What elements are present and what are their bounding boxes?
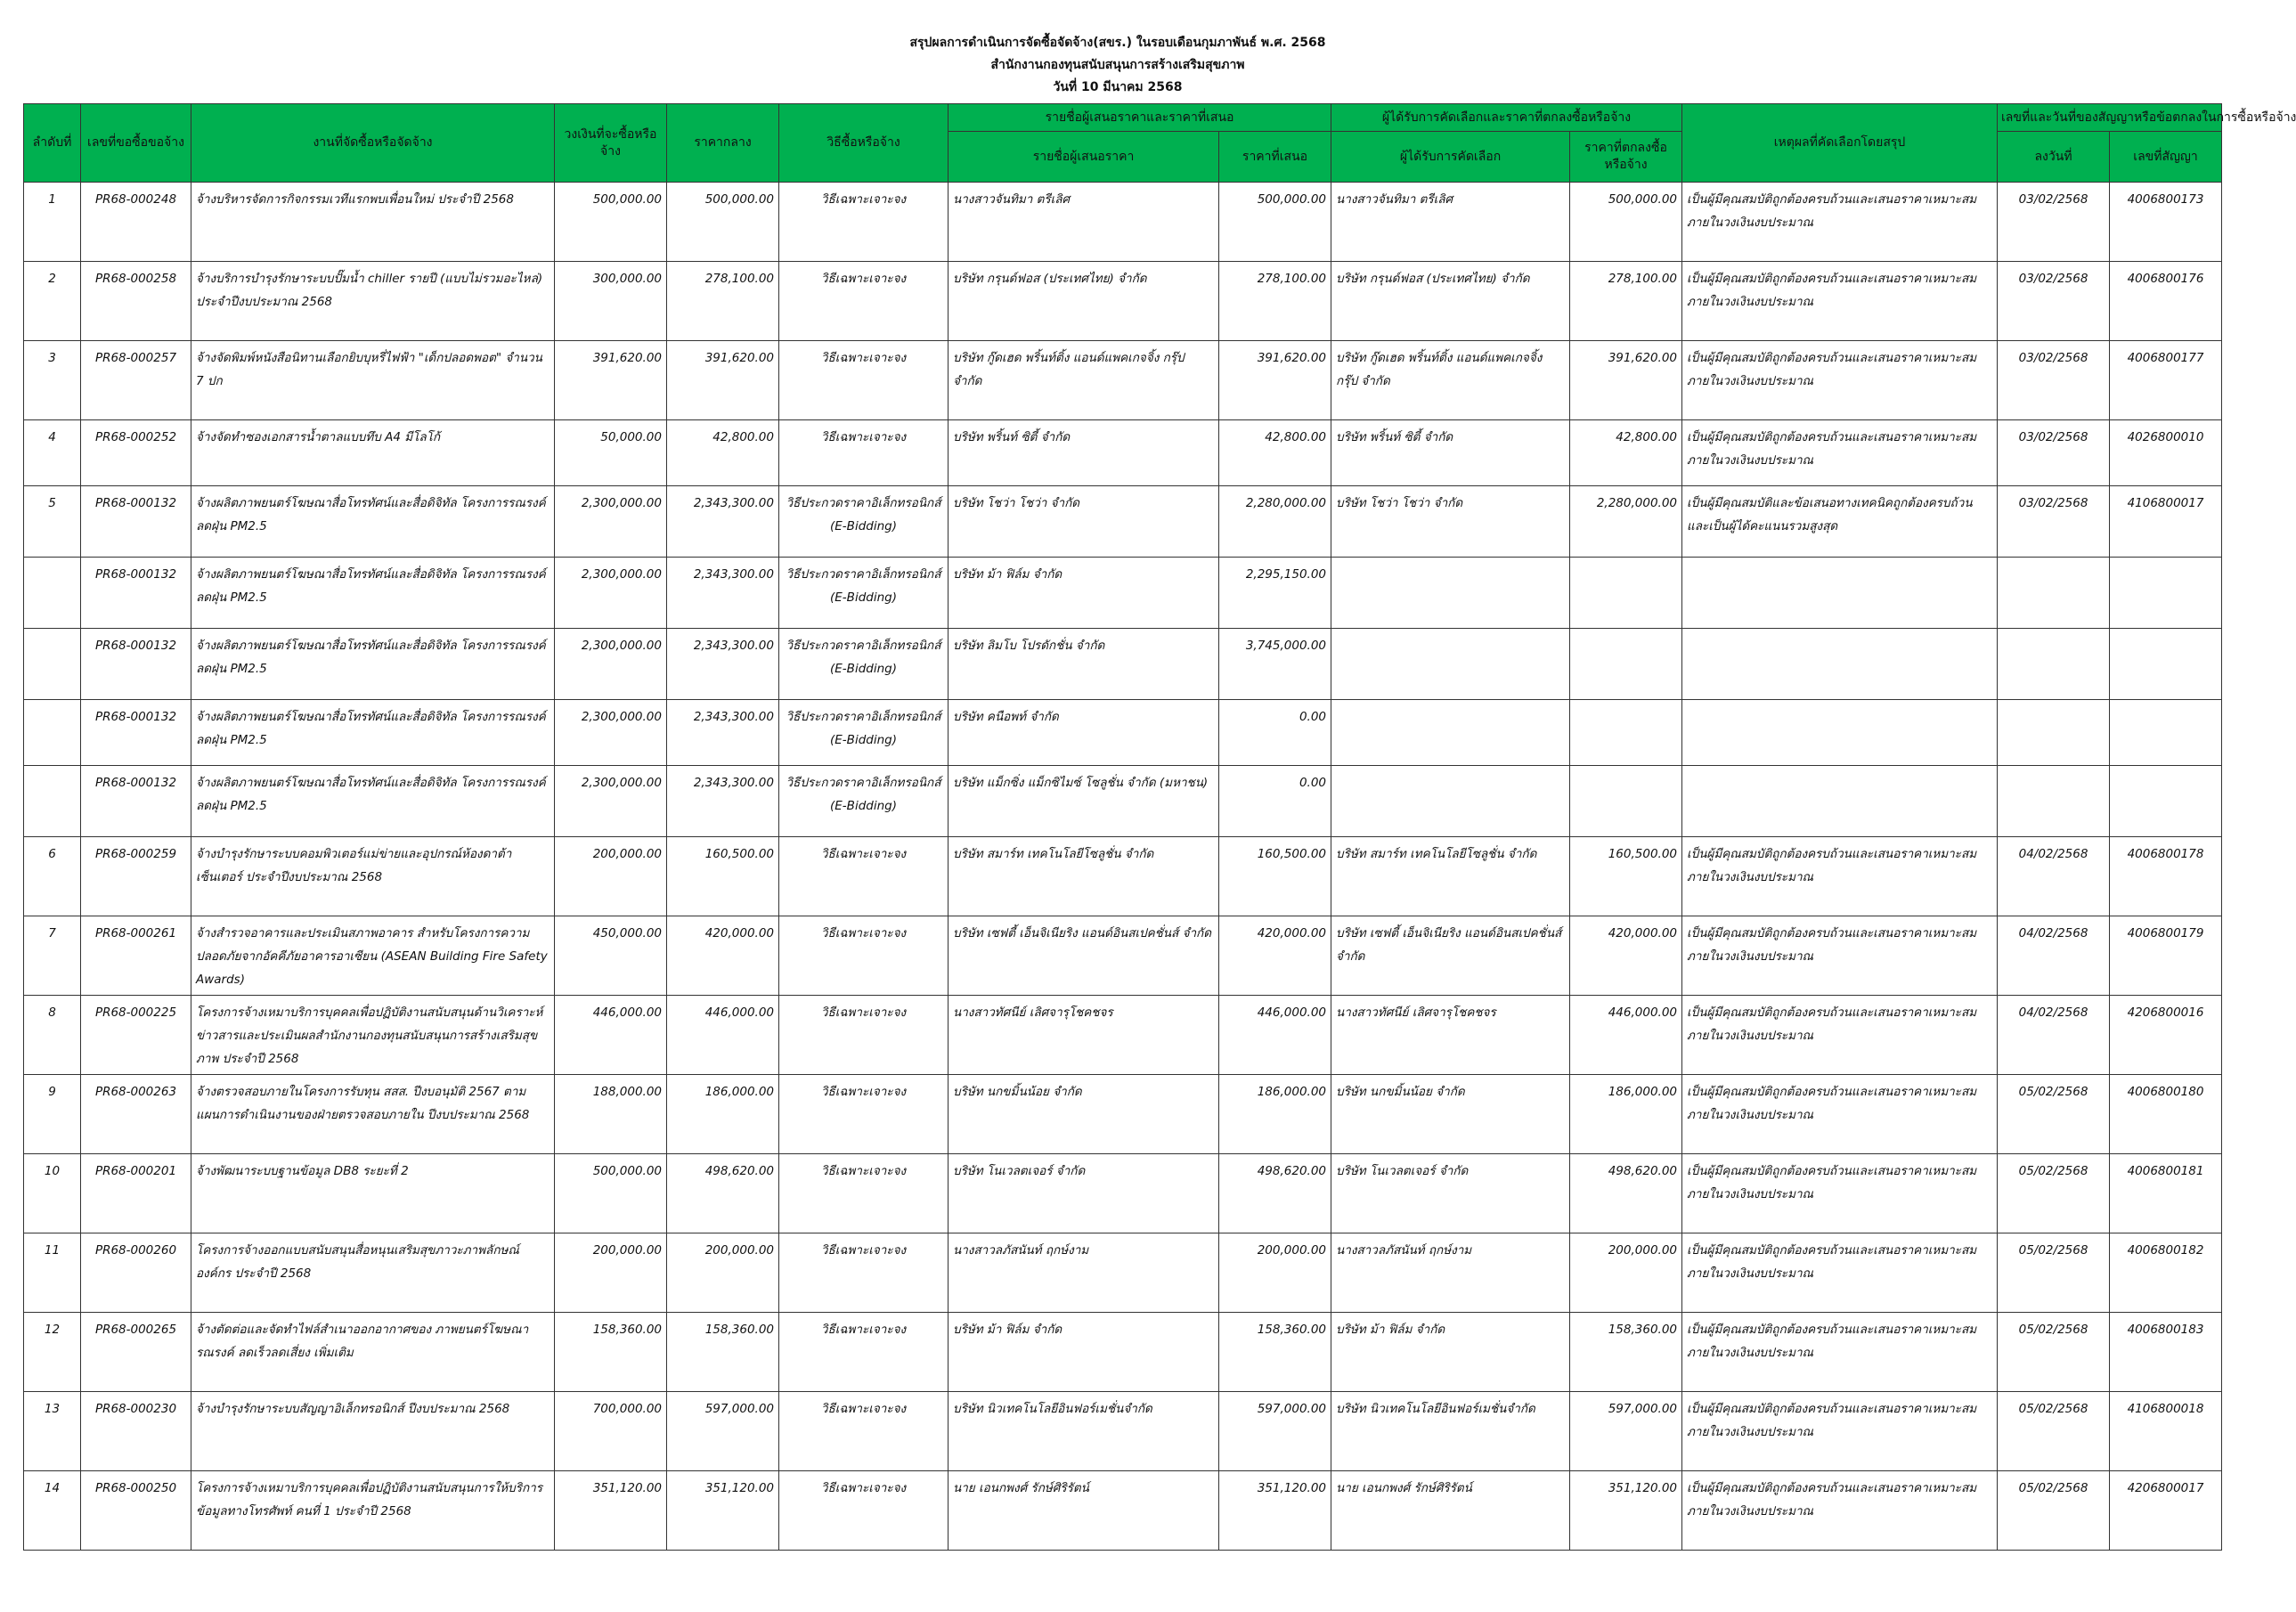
cell-selected-name: บริษัท กู๊ดเฮด พริ้นท์ติ้ง แอนด์แพคเกจจิ้ง กรุ๊ป จำกัด [1331,341,1570,420]
cell-agreed-price: 158,360.00 [1570,1313,1682,1392]
cell-contract-date: 04/02/2568 [1998,916,2110,996]
header-contract-no: เลขที่สัญญา [2110,132,2222,183]
cell-work: จ้างบริหารจัดการกิจกรรมเวทีแรกพบเพื่อนใหม่ ประจำปี 2568 [191,183,555,262]
cell-bid-price: 158,360.00 [1219,1313,1331,1392]
cell-selected-name: นางสาวจันทิมา ตรีเลิศ [1331,183,1570,262]
cell-no: 8 [24,996,81,1075]
cell-budget: 2,300,000.00 [555,766,667,837]
cell-agreed-price: 597,000.00 [1570,1392,1682,1471]
cell-method: วิธีประกวดราคาอิเล็กทรอนิกส์ (E-Bidding) [779,700,949,766]
cell-method: วิธีเฉพาะเจาะจง [779,262,949,341]
cell-budget: 200,000.00 [555,837,667,916]
cell-reason: เป็นผู้มีคุณสมบัติถูกต้องครบถ้วนและเสนอราคาเหมาะสมภายในวงเงินงบประมาณ [1682,183,1998,262]
cell-median-price: 160,500.00 [667,837,779,916]
cell-median-price: 391,620.00 [667,341,779,420]
cell-agreed-price: 351,120.00 [1570,1471,1682,1551]
cell-method: วิธีประกวดราคาอิเล็กทรอนิกส์ (E-Bidding) [779,558,949,629]
cell-budget: 158,360.00 [555,1313,667,1392]
cell-no: 14 [24,1471,81,1551]
cell-contract-date: 03/02/2568 [1998,420,2110,486]
cell-reason: เป็นผู้มีคุณสมบัติและข้อเสนอทางเทคนิคถูกต้องครบถ้วนและเป็นผู้ได้คะแนนรวมสูงสุด [1682,486,1998,558]
cell-contract-date [1998,700,2110,766]
cell-contract-no: 4006800181 [2110,1154,2222,1233]
cell-median-price: 2,343,300.00 [667,486,779,558]
cell-median-price: 2,343,300.00 [667,629,779,700]
cell-bid-price: 0.00 [1219,700,1331,766]
cell-work: จ้างสำรวจอาคารและประเมินสภาพอาคาร สำหรับโครงการความปลอดภัยจากอัคคีภัยอาคารอาเซียน (ASEAN Building Fire Safety Awards) [191,916,555,996]
cell-bid-price: 200,000.00 [1219,1233,1331,1313]
cell-method: วิธีเฉพาะเจาะจง [779,837,949,916]
cell-work: จ้างจัดพิมพ์หนังสือนิทานเลือกยิบบุหรี่ไฟฟ้า "เด็กปลอดพอต" จำนวน 7 ปก [191,341,555,420]
cell-budget: 450,000.00 [555,916,667,996]
cell-no: 13 [24,1392,81,1471]
cell-bidder-name: บริษัท ลิมโบ โปรดักชั่น จำกัด [949,629,1219,700]
cell-agreed-price: 446,000.00 [1570,996,1682,1075]
cell-median-price: 498,620.00 [667,1154,779,1233]
cell-method: วิธีเฉพาะเจาะจง [779,916,949,996]
cell-request-no: PR68-000132 [81,766,191,837]
cell-contract-date: 05/02/2568 [1998,1313,2110,1392]
header-bid-price: ราคาที่เสนอ [1219,132,1331,183]
header-request-no: เลขที่ขอซื้อขอจ้าง [81,104,191,183]
cell-bidder-name: บริษัท เซฟตี้ เอ็นจิเนียริง แอนด์อินสเปคชั่นส์ จำกัด [949,916,1219,996]
cell-selected-name [1331,629,1570,700]
cell-median-price: 446,000.00 [667,996,779,1075]
cell-contract-no: 4006800180 [2110,1075,2222,1154]
cell-contract-date: 04/02/2568 [1998,837,2110,916]
cell-contract-no: 4006800183 [2110,1313,2222,1392]
cell-method: วิธีเฉพาะเจาะจง [779,1075,949,1154]
cell-contract-no [2110,629,2222,700]
cell-request-no: PR68-000248 [81,183,191,262]
cell-bid-price: 2,280,000.00 [1219,486,1331,558]
report-organization: สำนักงานกองทุนสนับสนุนการสร้างเสริมสุขภาพ [990,58,1245,72]
cell-selected-name: บริษัท พริ้นท์ ซิตี้ จำกัด [1331,420,1570,486]
cell-bidder-name: บริษัท แม็กซิ่ง แม็กซิไมซ์ โซลูชั่น จำกัด (มหาชน) [949,766,1219,837]
cell-selected-name [1331,558,1570,629]
cell-contract-date: 05/02/2568 [1998,1075,2110,1154]
cell-agreed-price: 2,280,000.00 [1570,486,1682,558]
cell-contract-date: 03/02/2568 [1998,183,2110,262]
cell-contract-date: 04/02/2568 [1998,996,2110,1075]
cell-bid-price: 597,000.00 [1219,1392,1331,1471]
cell-agreed-price: 420,000.00 [1570,916,1682,996]
table-row [24,1233,2222,1313]
cell-request-no: PR68-000263 [81,1075,191,1154]
cell-no: 9 [24,1075,81,1154]
cell-contract-no [2110,766,2222,837]
cell-contract-no: 4106800017 [2110,486,2222,558]
table-row [24,1471,2222,1551]
cell-agreed-price: 200,000.00 [1570,1233,1682,1313]
table-row [24,1392,2222,1471]
header-contract-group: เลขที่และวันที่ของสัญญาหรือข้อตกลงในการซื้อหรือจ้าง [1998,104,2222,132]
cell-bid-price: 500,000.00 [1219,183,1331,262]
cell-contract-no [2110,558,2222,629]
cell-contract-date: 05/02/2568 [1998,1392,2110,1471]
cell-request-no: PR68-000201 [81,1154,191,1233]
cell-median-price: 2,343,300.00 [667,766,779,837]
table-row [24,262,2222,341]
cell-selected-name: บริษัท เซฟตี้ เอ็นจิเนียริง แอนด์อินสเปคชั่นส์ จำกัด [1331,916,1570,996]
cell-agreed-price: 500,000.00 [1570,183,1682,262]
cell-bid-price: 446,000.00 [1219,996,1331,1075]
cell-agreed-price [1570,558,1682,629]
cell-reason: เป็นผู้มีคุณสมบัติถูกต้องครบถ้วนและเสนอราคาเหมาะสมภายในวงเงินงบประมาณ [1682,341,1998,420]
cell-contract-date: 05/02/2568 [1998,1233,2110,1313]
cell-bidder-name: บริษัท สมาร์ท เทคโนโลยีโซลูชั่น จำกัด [949,837,1219,916]
cell-no [24,700,81,766]
cell-work: โครงการจ้างเหมาบริการบุคคลเพื่อปฏิบัติงานสนับสนุนด้านวิเคราะห์ข่าวสารและประเมินผลสำนักงานกองทุนสนับสนุนการสร้างเสริมสุขภาพ ประจำปี 2568 [191,996,555,1075]
cell-contract-date: 05/02/2568 [1998,1471,2110,1551]
cell-bidder-name: บริษัท นิวเทคโนโลยีอินฟอร์เมชั่นจำกัด [949,1392,1219,1471]
cell-method: วิธีเฉพาะเจาะจง [779,1392,949,1471]
cell-budget: 351,120.00 [555,1471,667,1551]
cell-no [24,558,81,629]
header-budget: วงเงินที่จะซื้อหรือจ้าง [555,104,667,183]
cell-method: วิธีเฉพาะเจาะจง [779,1233,949,1313]
cell-reason [1682,558,1998,629]
cell-work: จ้างบริการบำรุงรักษาระบบปั๊มน้ำ chiller รายปี (แบบไม่รวมอะไหล่) ประจำปีงบประมาณ 2568 [191,262,555,341]
cell-reason: เป็นผู้มีคุณสมบัติถูกต้องครบถ้วนและเสนอราคาเหมาะสมภายในวงเงินงบประมาณ [1682,1392,1998,1471]
cell-method: วิธีเฉพาะเจาะจง [779,1154,949,1233]
cell-reason: เป็นผู้มีคุณสมบัติถูกต้องครบถ้วนและเสนอราคาเหมาะสมภายในวงเงินงบประมาณ [1682,1233,1998,1313]
cell-agreed-price: 391,620.00 [1570,341,1682,420]
cell-contract-no: 4006800173 [2110,183,2222,262]
cell-work: โครงการจ้างออกแบบสนับสนุนสื่อหนุนเสริมสุขภาวะภาพลักษณ์องค์กร ประจำปี 2568 [191,1233,555,1313]
cell-median-price: 278,100.00 [667,262,779,341]
cell-selected-name [1331,700,1570,766]
cell-work: จ้างผลิตภาพยนตร์โฆษณาสื่อโทรทัศน์และสื่อดิจิทัล โครงการรณรงค์ลดฝุ่น PM2.5 [191,558,555,629]
cell-selected-name: บริษัท นิวเทคโนโลยีอินฟอร์เมชั่นจำกัด [1331,1392,1570,1471]
cell-median-price: 186,000.00 [667,1075,779,1154]
cell-bid-price: 3,745,000.00 [1219,629,1331,700]
table-row [24,916,2222,996]
cell-budget: 200,000.00 [555,1233,667,1313]
cell-bidder-name: บริษัท โนเวลตเจอร์ จำกัด [949,1154,1219,1233]
cell-method: วิธีประกวดราคาอิเล็กทรอนิกส์ (E-Bidding) [779,486,949,558]
cell-budget: 500,000.00 [555,1154,667,1233]
cell-work: จ้างผลิตภาพยนตร์โฆษณาสื่อโทรทัศน์และสื่อดิจิทัล โครงการรณรงค์ลดฝุ่น PM2.5 [191,629,555,700]
cell-selected-name: นาย เอนกพงศ์ รักษ์ศิริรัตน์ [1331,1471,1570,1551]
cell-median-price: 420,000.00 [667,916,779,996]
header-selected-name: ผู้ได้รับการคัดเลือก [1331,132,1570,183]
cell-request-no: PR68-000259 [81,837,191,916]
cell-reason [1682,700,1998,766]
table-row [24,558,2222,629]
cell-agreed-price: 498,620.00 [1570,1154,1682,1233]
table-row [24,420,2222,486]
cell-bidder-name: บริษัท คนือพท์ จำกัด [949,700,1219,766]
cell-bid-price: 391,620.00 [1219,341,1331,420]
cell-request-no: PR68-000225 [81,996,191,1075]
procurement-table [23,103,2296,1551]
cell-median-price: 500,000.00 [667,183,779,262]
cell-method: วิธีประกวดราคาอิเล็กทรอนิกส์ (E-Bidding) [779,766,949,837]
cell-work: จ้างบำรุงรักษาระบบคอมพิวเตอร์แม่ข่ายและอุปกรณ์ห้องดาต้าเซ็นเตอร์ ประจำปีงบประมาณ 2568 [191,837,555,916]
cell-median-price: 2,343,300.00 [667,558,779,629]
cell-request-no: PR68-000265 [81,1313,191,1392]
cell-contract-no: 4206800017 [2110,1471,2222,1551]
header-median-price: ราคากลาง [667,104,779,183]
cell-agreed-price: 186,000.00 [1570,1075,1682,1154]
cell-no: 7 [24,916,81,996]
cell-no: 6 [24,837,81,916]
report-date: วันที่ 10 มีนาคม 2568 [1053,80,1183,94]
cell-reason [1682,766,1998,837]
cell-selected-name: บริษัท ม้า ฟิล์ม จำกัด [1331,1313,1570,1392]
table-row [24,486,2222,558]
cell-work: จ้างผลิตภาพยนตร์โฆษณาสื่อโทรทัศน์และสื่อดิจิทัล โครงการรณรงค์ลดฝุ่น PM2.5 [191,700,555,766]
cell-selected-name: นางสาวลภัสนันท์ ฤกษ์งาม [1331,1233,1570,1313]
cell-bid-price: 160,500.00 [1219,837,1331,916]
cell-request-no: PR68-000261 [81,916,191,996]
cell-bid-price: 42,800.00 [1219,420,1331,486]
cell-work: จ้างพัฒนาระบบฐานข้อมูล DB8 ระยะที่ 2 [191,1154,555,1233]
cell-bidder-name: บริษัท กู๊ดเฮด พริ้นท์ติ้ง แอนด์แพคเกจจิ้ง กรุ๊ป จำกัด [949,341,1219,420]
cell-method: วิธีเฉพาะเจาะจง [779,1471,949,1551]
cell-bid-price: 351,120.00 [1219,1471,1331,1551]
cell-budget: 2,300,000.00 [555,700,667,766]
cell-work: จ้างบำรุงรักษาระบบสัญญาอิเล็กทรอนิกส์ ปีงบประมาณ 2568 [191,1392,555,1471]
cell-budget: 2,300,000.00 [555,558,667,629]
cell-bid-price: 2,295,150.00 [1219,558,1331,629]
cell-bidder-name: นางสาวจันทิมา ตรีเลิศ [949,183,1219,262]
cell-budget: 500,000.00 [555,183,667,262]
cell-reason: เป็นผู้มีคุณสมบัติถูกต้องครบถ้วนและเสนอราคาเหมาะสมภายในวงเงินงบประมาณ [1682,996,1998,1075]
cell-no: 5 [24,486,81,558]
cell-agreed-price: 278,100.00 [1570,262,1682,341]
cell-contract-date: 03/02/2568 [1998,486,2110,558]
cell-reason: เป็นผู้มีคุณสมบัติถูกต้องครบถ้วนและเสนอราคาเหมาะสมภายในวงเงินงบประมาณ [1682,1154,1998,1233]
cell-request-no: PR68-000132 [81,486,191,558]
cell-request-no: PR68-000257 [81,341,191,420]
table-row [24,1075,2222,1154]
cell-median-price: 158,360.00 [667,1313,779,1392]
cell-bidder-name: บริษัท นกขมิ้นน้อย จำกัด [949,1075,1219,1154]
cell-budget: 2,300,000.00 [555,629,667,700]
table-row [24,629,2222,700]
cell-request-no: PR68-000252 [81,420,191,486]
cell-budget: 50,000.00 [555,420,667,486]
cell-no: 11 [24,1233,81,1313]
report-titles [0,32,2235,99]
cell-contract-date [1998,629,2110,700]
cell-contract-no: 4006800182 [2110,1233,2222,1313]
cell-contract-date: 03/02/2568 [1998,341,2110,420]
header-work: งานที่จัดซื้อหรือจัดจ้าง [191,104,555,183]
cell-reason: เป็นผู้มีคุณสมบัติถูกต้องครบถ้วนและเสนอราคาเหมาะสมภายในวงเงินงบประมาณ [1682,262,1998,341]
cell-bid-price: 498,620.00 [1219,1154,1331,1233]
cell-contract-no [2110,700,2222,766]
cell-bid-price: 186,000.00 [1219,1075,1331,1154]
cell-agreed-price [1570,766,1682,837]
cell-bidder-name: นาย เอนกพงศ์ รักษ์ศิริรัตน์ [949,1471,1219,1551]
cell-budget: 446,000.00 [555,996,667,1075]
cell-selected-name: บริษัท สมาร์ท เทคโนโลยีโซลูชั่น จำกัด [1331,837,1570,916]
cell-reason: เป็นผู้มีคุณสมบัติถูกต้องครบถ้วนและเสนอราคาเหมาะสมภายในวงเงินงบประมาณ [1682,1471,1998,1551]
header-bidder-name: รายชื่อผู้เสนอราคา [949,132,1219,183]
table-row [24,341,2222,420]
cell-budget: 300,000.00 [555,262,667,341]
cell-request-no: PR68-000132 [81,629,191,700]
cell-contract-no: 4006800176 [2110,262,2222,341]
table-row [24,1313,2222,1392]
cell-bidder-name: บริษัท พริ้นท์ ซิตี้ จำกัด [949,420,1219,486]
cell-bidder-name: บริษัท กรุนด์ฟอส (ประเทศไทย) จำกัด [949,262,1219,341]
table-row [24,766,2222,837]
header-no: ลำดับที่ [24,104,81,183]
cell-no: 2 [24,262,81,341]
cell-no [24,766,81,837]
cell-budget: 391,620.00 [555,341,667,420]
report-title: สรุปผลการดำเนินการจัดซื้อจัดจ้าง(สขร.) ในรอบเดือนกุมภาพันธ์ พ.ศ. 2568 [909,36,1326,50]
cell-request-no: PR68-000250 [81,1471,191,1551]
cell-method: วิธีเฉพาะเจาะจง [779,996,949,1075]
cell-bid-price: 420,000.00 [1219,916,1331,996]
cell-agreed-price: 160,500.00 [1570,837,1682,916]
cell-request-no: PR68-000260 [81,1233,191,1313]
cell-work: จ้างตัดต่อและจัดทำไฟล์สำเนาออกอากาศของ ภาพยนตร์โฆษณารณรงค์ ลดเร็วลดเสี่ยง เพิ่มเติม [191,1313,555,1392]
cell-bidder-name: บริษัท ม้า ฟิล์ม จำกัด [949,1313,1219,1392]
cell-selected-name: บริษัท นกขมิ้นน้อย จำกัด [1331,1075,1570,1154]
cell-request-no: PR68-000132 [81,700,191,766]
header-method: วิธีซื้อหรือจ้าง [779,104,949,183]
table-row [24,837,2222,916]
cell-contract-date: 03/02/2568 [1998,262,2110,341]
cell-no: 1 [24,183,81,262]
cell-contract-no: 4026800010 [2110,420,2222,486]
cell-reason: เป็นผู้มีคุณสมบัติถูกต้องครบถ้วนและเสนอราคาเหมาะสมภายในวงเงินงบประมาณ [1682,916,1998,996]
cell-reason [1682,629,1998,700]
cell-median-price: 597,000.00 [667,1392,779,1471]
header-contract-date: ลงวันที่ [1998,132,2110,183]
cell-median-price: 200,000.00 [667,1233,779,1313]
cell-selected-name: บริษัท โชว่า โชว่า จำกัด [1331,486,1570,558]
cell-bidder-name: บริษัท ม้า ฟิล์ม จำกัด [949,558,1219,629]
cell-method: วิธีเฉพาะเจาะจง [779,1313,949,1392]
cell-median-price: 351,120.00 [667,1471,779,1551]
cell-contract-date: 05/02/2568 [1998,1154,2110,1233]
cell-no [24,629,81,700]
cell-work: โครงการจ้างเหมาบริการบุคคลเพื่อปฏิบัติงานสนับสนุนการให้บริการข้อมูลทางโทรศัพท์ คนที่ 1 ประจำปี 2568 [191,1471,555,1551]
cell-agreed-price: 42,800.00 [1570,420,1682,486]
cell-bidder-name: นางสาวลภัสนันท์ ฤกษ์งาม [949,1233,1219,1313]
cell-contract-date [1998,558,2110,629]
cell-work: จ้างจัดทำซองเอกสารน้ำตาลแบบทึบ A4 มีโลโก้ [191,420,555,486]
cell-request-no: PR68-000230 [81,1392,191,1471]
cell-work: จ้างตรวจสอบภายในโครงการรับทุน สสส. ปีงบอนุมัติ 2567 ตามแผนการดำเนินงานของฝ่ายตรวจสอบภายใน ปีงบประมาณ 2568 [191,1075,555,1154]
cell-selected-name: บริษัท โนเวลตเจอร์ จำกัด [1331,1154,1570,1233]
cell-median-price: 42,800.00 [667,420,779,486]
cell-agreed-price [1570,629,1682,700]
cell-bidder-name: นางสาวทัศนีย์ เลิศจารุโชคชจร [949,996,1219,1075]
cell-bidder-name: บริษัท โชว่า โชว่า จำกัด [949,486,1219,558]
header-bidders-group: รายชื่อผู้เสนอราคาและราคาที่เสนอ [949,104,1331,132]
cell-method: วิธีเฉพาะเจาะจง [779,420,949,486]
header-selected-group: ผู้ได้รับการคัดเลือกและราคาที่ตกลงซื้อหรือจ้าง [1331,104,1682,132]
cell-contract-no: 4006800177 [2110,341,2222,420]
cell-request-no: PR68-000258 [81,262,191,341]
cell-bid-price: 278,100.00 [1219,262,1331,341]
cell-work: จ้างผลิตภาพยนตร์โฆษณาสื่อโทรทัศน์และสื่อดิจิทัล โครงการรณรงค์ลดฝุ่น PM2.5 [191,486,555,558]
cell-contract-no: 4106800018 [2110,1392,2222,1471]
cell-reason: เป็นผู้มีคุณสมบัติถูกต้องครบถ้วนและเสนอราคาเหมาะสมภายในวงเงินงบประมาณ [1682,420,1998,486]
cell-reason: เป็นผู้มีคุณสมบัติถูกต้องครบถ้วนและเสนอราคาเหมาะสมภายในวงเงินงบประมาณ [1682,1075,1998,1154]
table-row [24,1154,2222,1233]
cell-no: 10 [24,1154,81,1233]
cell-budget: 700,000.00 [555,1392,667,1471]
cell-contract-no: 4206800016 [2110,996,2222,1075]
cell-method: วิธีประกวดราคาอิเล็กทรอนิกส์ (E-Bidding) [779,629,949,700]
table-row [24,996,2222,1075]
cell-method: วิธีเฉพาะเจาะจง [779,183,949,262]
cell-bid-price: 0.00 [1219,766,1331,837]
cell-reason: เป็นผู้มีคุณสมบัติถูกต้องครบถ้วนและเสนอราคาเหมาะสมภายในวงเงินงบประมาณ [1682,1313,1998,1392]
table-row [24,700,2222,766]
cell-no: 3 [24,341,81,420]
cell-selected-name [1331,766,1570,837]
cell-selected-name: นางสาวทัศนีย์ เลิศจารุโชคชจร [1331,996,1570,1075]
cell-method: วิธีเฉพาะเจาะจง [779,341,949,420]
cell-contract-no: 4006800178 [2110,837,2222,916]
cell-reason: เป็นผู้มีคุณสมบัติถูกต้องครบถ้วนและเสนอราคาเหมาะสมภายในวงเงินงบประมาณ [1682,837,1998,916]
cell-budget: 188,000.00 [555,1075,667,1154]
cell-agreed-price [1570,700,1682,766]
cell-contract-date [1998,766,2110,837]
cell-selected-name: บริษัท กรุนด์ฟอส (ประเทศไทย) จำกัด [1331,262,1570,341]
cell-request-no: PR68-000132 [81,558,191,629]
table-row [24,183,2222,262]
table-body [24,183,2222,1551]
cell-work: จ้างผลิตภาพยนตร์โฆษณาสื่อโทรทัศน์และสื่อดิจิทัล โครงการรณรงค์ลดฝุ่น PM2.5 [191,766,555,837]
cell-median-price: 2,343,300.00 [667,700,779,766]
cell-contract-no: 4006800179 [2110,916,2222,996]
header-reason: เหตุผลที่คัดเลือกโดยสรุป [1682,104,1998,183]
cell-no: 4 [24,420,81,486]
header-agreed-price: ราคาที่ตกลงซื้อหรือจ้าง [1570,132,1682,183]
cell-no: 12 [24,1313,81,1392]
cell-budget: 2,300,000.00 [555,486,667,558]
